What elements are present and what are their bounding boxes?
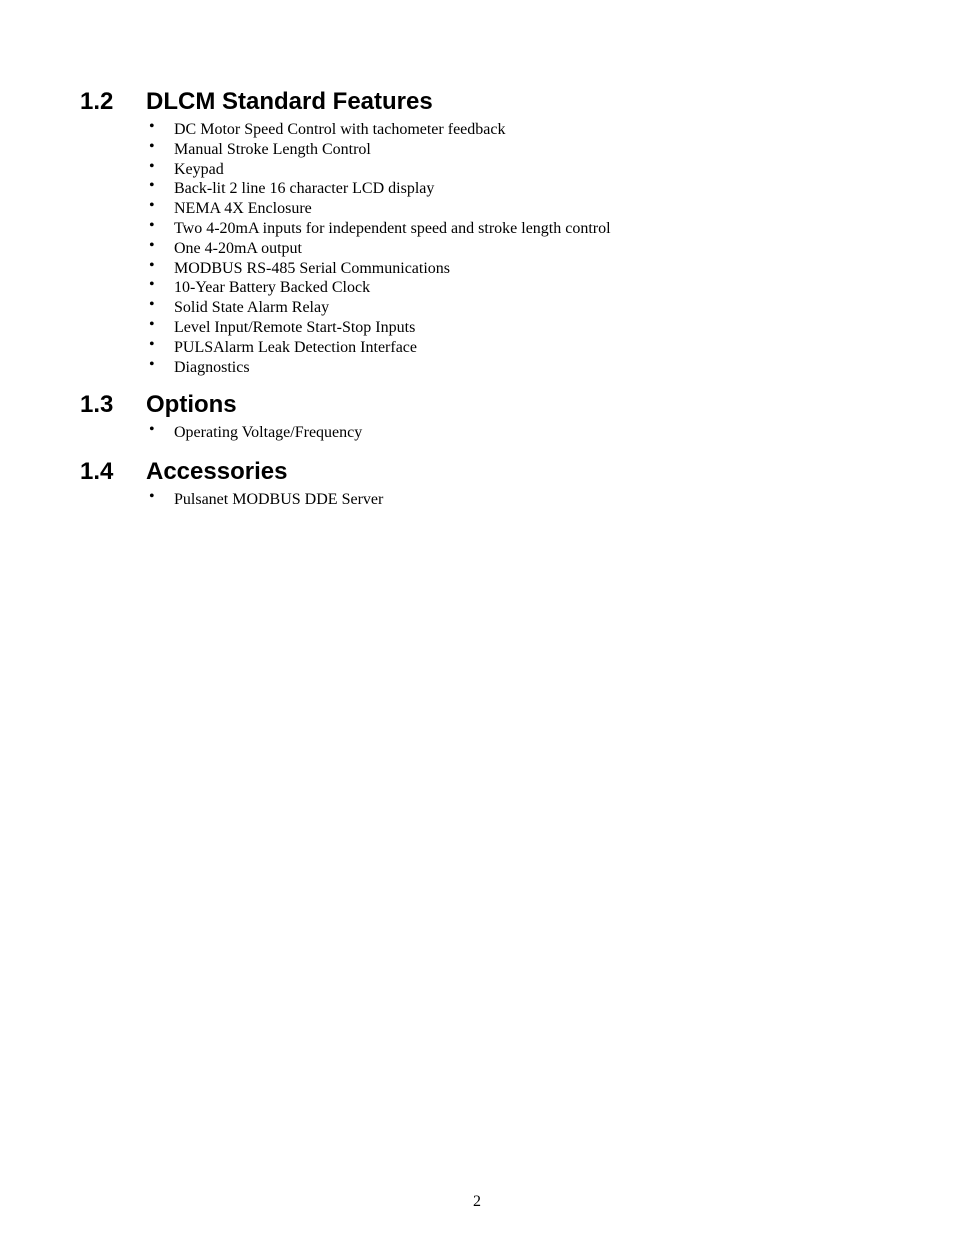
list-item xyxy=(148,179,880,199)
list-item-text: Back-lit 2 line 16 character LCD display xyxy=(174,180,435,198)
bullet-icon: • xyxy=(149,118,155,135)
section-options xyxy=(80,391,880,443)
bullet-icon: • xyxy=(149,236,155,254)
section-title: Options xyxy=(146,391,237,418)
list-item xyxy=(148,236,880,259)
section-accessories xyxy=(80,458,880,510)
list-item-text: One 4-20mA output xyxy=(174,239,302,257)
feature-list xyxy=(80,120,880,377)
list-item-text: NEMA 4X Enclosure xyxy=(174,200,312,218)
section-heading xyxy=(80,88,880,116)
list-item-text: Solid State Alarm Relay xyxy=(174,299,330,317)
list-item-text: Keypad xyxy=(174,160,224,178)
section-heading xyxy=(80,391,880,419)
list-item-text: DC Motor Speed Control with tachometer feedback xyxy=(174,121,506,138)
list-item-text: Pulsanet MODBUS DDE Server xyxy=(174,491,384,508)
bullet-icon: • xyxy=(149,421,155,438)
list-item-text: 10-Year Battery Backed Clock xyxy=(174,279,371,297)
list-item xyxy=(148,157,880,180)
list-item xyxy=(148,355,880,378)
bullet-icon: • xyxy=(149,177,155,195)
list-item xyxy=(148,137,880,160)
list-item xyxy=(148,490,880,510)
list-item-text: Level Input/Remote Start-Stop Inputs xyxy=(174,318,416,336)
section-number: 1.3 xyxy=(80,391,114,418)
list-item xyxy=(148,199,880,219)
bullet-icon: • xyxy=(149,276,155,294)
list-item-text: Manual Stroke Length Control xyxy=(174,140,371,158)
options-list xyxy=(80,423,880,443)
list-item xyxy=(148,256,880,279)
bullet-icon: • xyxy=(149,488,155,505)
list-item-text: Operating Voltage/Frequency xyxy=(174,424,363,441)
bullet-icon: • xyxy=(149,197,155,215)
section-title: DLCM Standard Features xyxy=(146,88,433,115)
bullet-icon: • xyxy=(149,355,155,373)
section-standard-features xyxy=(80,88,880,377)
page-number: 2 xyxy=(473,1193,481,1210)
list-item-text: Diagnostics xyxy=(174,358,250,376)
section-number: 1.4 xyxy=(80,458,114,485)
list-item xyxy=(148,315,880,338)
list-item-text: PULSAlarm Leak Detection Interface xyxy=(174,338,418,356)
list-item-text: Two 4-20mA inputs for independent speed and stroke length control xyxy=(174,219,611,237)
list-item xyxy=(148,298,880,318)
bullet-icon: • xyxy=(149,216,155,234)
bullet-icon: • xyxy=(149,315,155,333)
bullet-icon: • xyxy=(149,296,155,314)
bullet-icon: • xyxy=(149,256,155,274)
section-title: Accessories xyxy=(146,458,288,485)
list-item xyxy=(148,278,880,298)
section-number: 1.2 xyxy=(80,88,114,115)
bullet-icon: • xyxy=(149,335,155,353)
list-item xyxy=(148,216,880,239)
accessories-list xyxy=(80,490,880,510)
section-heading xyxy=(80,458,880,486)
bullet-icon: • xyxy=(149,137,155,155)
list-item xyxy=(148,120,880,140)
list-item xyxy=(148,423,880,443)
list-item-text: MODBUS RS-485 Serial Communications xyxy=(174,259,451,277)
bullet-icon: • xyxy=(149,157,155,175)
list-item xyxy=(148,335,880,358)
